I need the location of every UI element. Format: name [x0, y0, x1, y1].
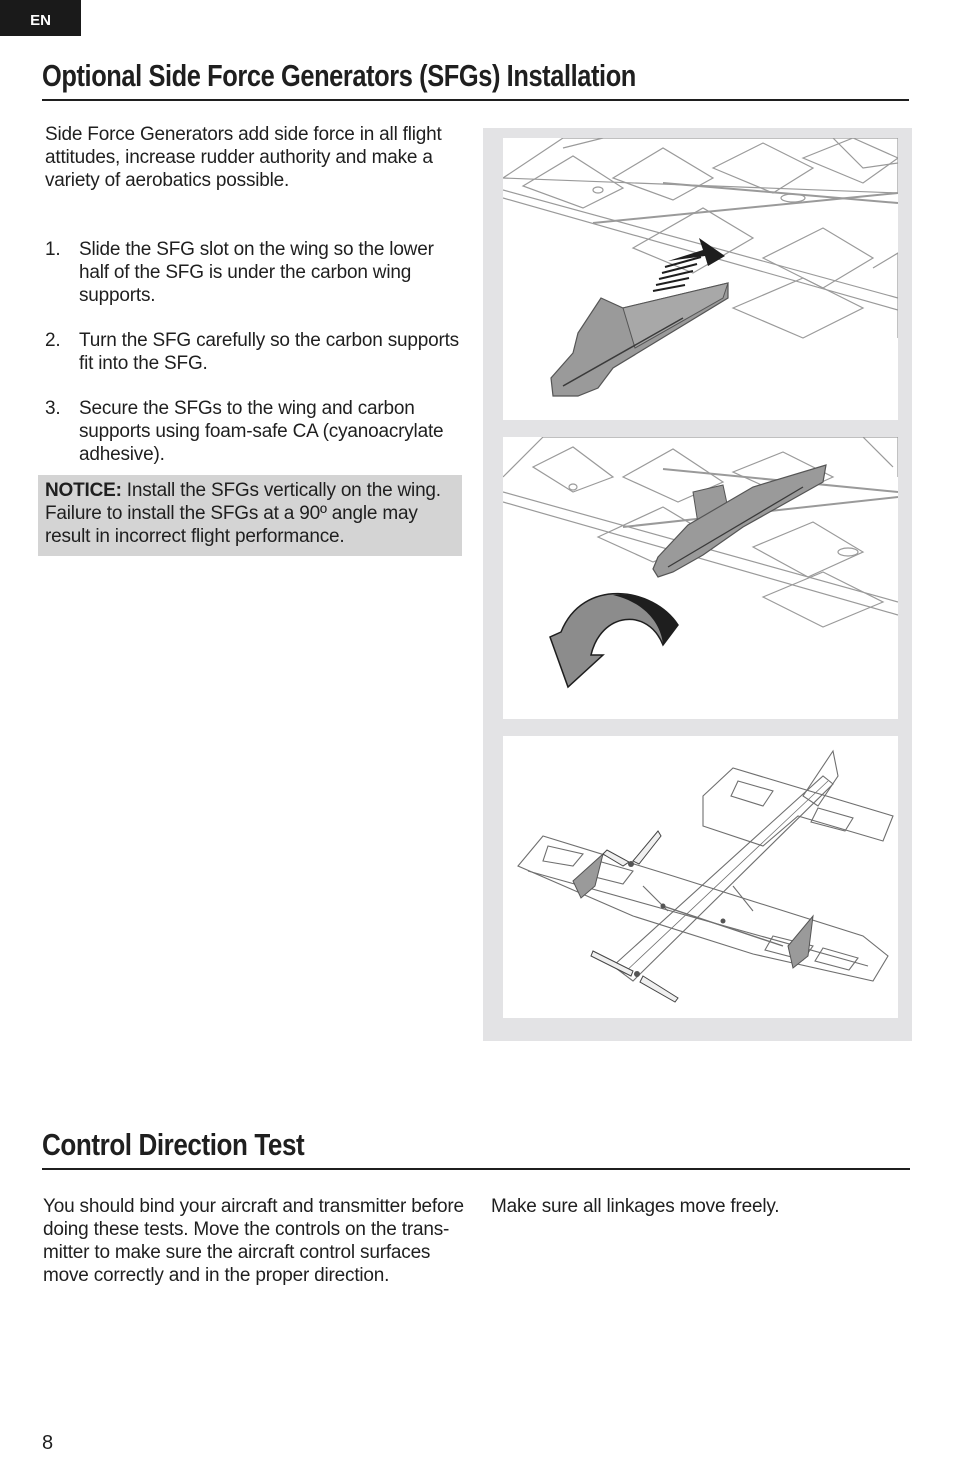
control-right-text: Make sure all linkages move freely.	[491, 1196, 780, 1217]
step-item	[45, 238, 465, 307]
title-rule	[42, 99, 909, 101]
step-item	[45, 329, 465, 375]
figure-panel	[483, 128, 912, 1041]
figure-aircraft	[503, 736, 898, 1018]
language-tab: EN	[0, 0, 81, 36]
wing-slide-illustration	[503, 138, 898, 420]
control-section-title: Control Direction Test	[42, 1127, 305, 1162]
notice-label: NOTICE:	[45, 480, 122, 501]
step-number: 3.	[45, 398, 61, 419]
aircraft-illustration	[503, 736, 898, 1018]
step-item	[45, 397, 465, 466]
control-left-text: You should bind your aircraft and transmitter before doing these tests. Move the controls on the trans-mitter to make sure the aircraft control surfaces move correctly and in the proper direction.	[43, 1196, 464, 1286]
wing-turn-illustration	[503, 437, 898, 719]
steps-list	[45, 238, 465, 488]
step-text: Turn the SFG carefully so the carbon supports fit into the SFG.	[79, 330, 459, 374]
notice-text: Install the SFGs vertically on the wing. Failure to install the SFGs at a 90º angle may result in incorrect flight performance.	[45, 480, 441, 547]
sfg-section-title: Optional Side Force Generators (SFGs) Installation	[42, 58, 636, 93]
page-number: 8	[42, 1432, 54, 1454]
figure-slide-sfg	[503, 138, 898, 420]
sfg-intro-text: Side Force Generators add side force in all flight attitudes, increase rudder authority and make a variety of aerobatics possible.	[45, 124, 442, 191]
step-text: Slide the SFG slot on the wing so the lower half of the SFG is under the carbon wing supports.	[79, 239, 434, 306]
title-rule	[42, 1168, 910, 1170]
step-number: 2.	[45, 330, 61, 351]
step-number: 1.	[45, 239, 61, 260]
figure-turn-sfg	[503, 437, 898, 719]
notice-box	[38, 475, 462, 556]
step-text: Secure the SFGs to the wing and carbon supports using foam-safe CA (cyanoacrylate adhesive).	[79, 398, 444, 465]
